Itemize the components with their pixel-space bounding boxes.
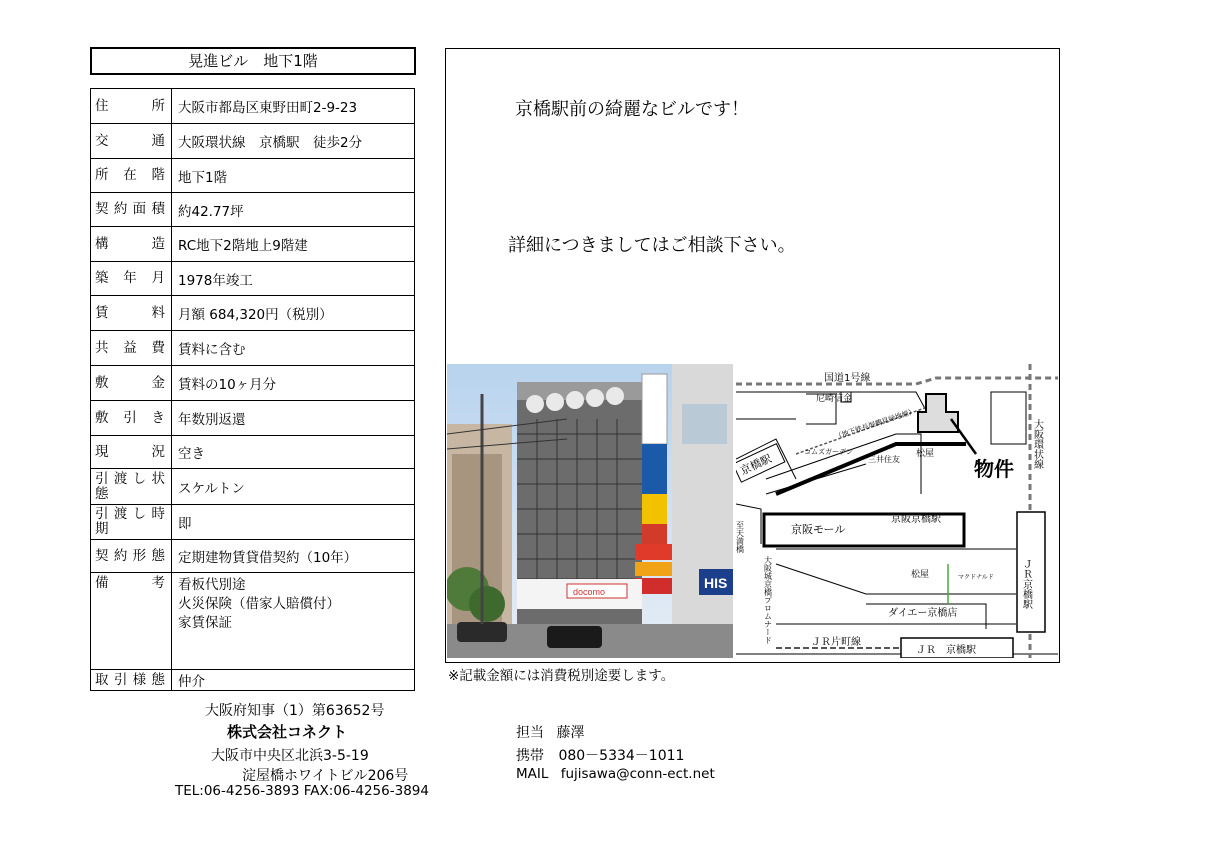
remark-line: 家賃保証 [178,615,232,631]
company-tel-fax: TEL:06-4256-3893 FAX:06-4256-3894 [175,783,429,799]
spec-label: 契約面積 [91,193,172,227]
spec-table [90,88,415,691]
map-label-keihan-kyobashi: 京阪京橋駅 [891,514,941,525]
company-name: 株式会社コネクト [227,723,348,741]
contact-mail [516,766,715,782]
spec-value: 地下1階 [172,159,415,193]
contact-person [516,722,584,742]
spec-label: 敷引き [91,401,172,436]
map-label-property: 物件 [974,457,1014,481]
tax-note: ※記載金額には消費税別途要します。 [448,668,675,684]
spec-row-deduction [91,401,415,436]
company-address1: 大阪市中央区北浜3-5-19 [211,748,369,764]
contact-person-name: 藤澤 [556,725,585,741]
spec-value: 仲介 [172,670,415,691]
spec-row-handover-state [91,469,415,505]
contact-mobile [516,745,684,765]
spec-label: 敷 金 [91,366,172,401]
spec-row-access [91,124,415,159]
map-label-matsuya-top: 松屋 [916,449,935,459]
his-sign: HIS [704,575,728,591]
subtext: 詳細につきましてはご相談下さい。 [508,235,796,256]
spec-label: 契約形態 [91,540,172,573]
spec-value: 賃料に含む [172,331,415,366]
spec-row-structure [91,227,415,262]
contact-mail-address[interactable]: fujisawa@conn-ect.net [560,766,715,782]
spec-value: 約42.77坪 [172,193,415,227]
remark-line: 看板代別途 [178,577,246,593]
spec-row-floor [91,159,415,193]
spec-row-deposit [91,366,415,401]
contact-mail-label: MAIL [516,766,549,782]
map-label-keihan-mall: 京阪モール [791,523,846,536]
spec-label: 引渡し状態 [91,469,172,505]
spec-row-built [91,262,415,296]
map-label-comsgarden: コムズガーデン [804,448,853,456]
map-label-promenade: 大阪城京橋プロムナード [763,556,773,644]
spec-label: 引渡し時期 [91,505,172,540]
map-label-amagasaki: 尼崎信金 [816,394,853,404]
contact-person-label: 担当 [516,725,544,741]
spec-label: 築年月 [91,262,172,296]
map-label-mcdonalds: マクドナルド [958,574,994,581]
spec-row-contract-type [91,540,415,573]
spec-value: スケルトン [172,469,415,505]
spec-value: 空き [172,436,415,469]
location-map [736,364,1058,658]
map-label-kyobashi-station: 京橋駅 [738,451,774,478]
building-photo-illustration [447,364,733,658]
map-label-jr-katamachi: ＪＲ片町線 [811,637,861,648]
spec-row-handover-time [91,505,415,540]
spec-row-status [91,436,415,469]
map-label-jr-kyobashi-bottom: ＪＲ 京橋駅 [916,645,976,656]
contact-mobile-label: 携帯 [516,748,544,764]
spec-label: 備 考 [91,573,172,670]
headline: 京橋駅前の綺麗なビルです！ [515,99,749,120]
spec-label: 交 通 [91,124,172,159]
map-label-daiei: ダイエー京橋店 [888,608,958,619]
spec-row-remarks [91,573,415,670]
spec-row-area [91,193,415,227]
map-label-osaka-loop: 大阪環状線 [1031,419,1043,469]
spec-value: 大阪市都島区東野田町2-9-23 [172,89,415,124]
docomo-sign: docomo [573,587,606,597]
spec-value: 賃料の10ヶ月分 [172,366,415,401]
spec-label: 賃 料 [91,296,172,331]
map-label-mitsui-sumitomo: 三井住友 [868,455,900,464]
spec-label: 構 造 [91,227,172,262]
spec-value: 即 [172,505,415,540]
spec-value: 1978年竣工 [172,262,415,296]
spec-label: 現 況 [91,436,172,469]
spec-label: 所在階 [91,159,172,193]
map-label-subway: （地下鉄長堀鶴見緑地線） [834,407,917,441]
spec-value [172,573,415,670]
company-license: 大阪府知事（1）第63652号 [205,703,385,719]
spec-value: RC地下2階地上9階建 [172,227,415,262]
company-address2: 淀屋橋ホワイトビル206号 [242,768,409,784]
map-label-to-tenma: 至天満橋 [736,521,745,553]
spec-row-common-fee [91,331,415,366]
spec-value: 大阪環状線 京橋駅 徒歩2分 [172,124,415,159]
spec-label: 取引様態 [91,670,172,691]
map-label-jr-kyobashi-right: ＪＲ京橋駅 [1020,559,1032,609]
spec-row-transaction [91,670,415,691]
property-title: 晃進ビル 地下1階 [90,47,416,75]
building-photo [447,364,733,658]
spec-row-rent [91,296,415,331]
spec-value: 月額 684,320円（税別） [172,296,415,331]
map-label-route1: 国道1号線 [824,373,871,384]
spec-value: 年数別返還 [172,401,415,436]
remark-line: 火災保険（借家人賠償付） [178,596,340,612]
location-map-drawing [736,364,1058,658]
map-label-matsuya-bottom: 松屋 [911,570,930,580]
spec-label: 住 所 [91,89,172,124]
spec-label: 共益費 [91,331,172,366]
spec-row-address [91,89,415,124]
contact-mobile-number: 080－5334－1011 [558,748,685,764]
spec-value: 定期建物賃貸借契約（10年） [172,540,415,573]
